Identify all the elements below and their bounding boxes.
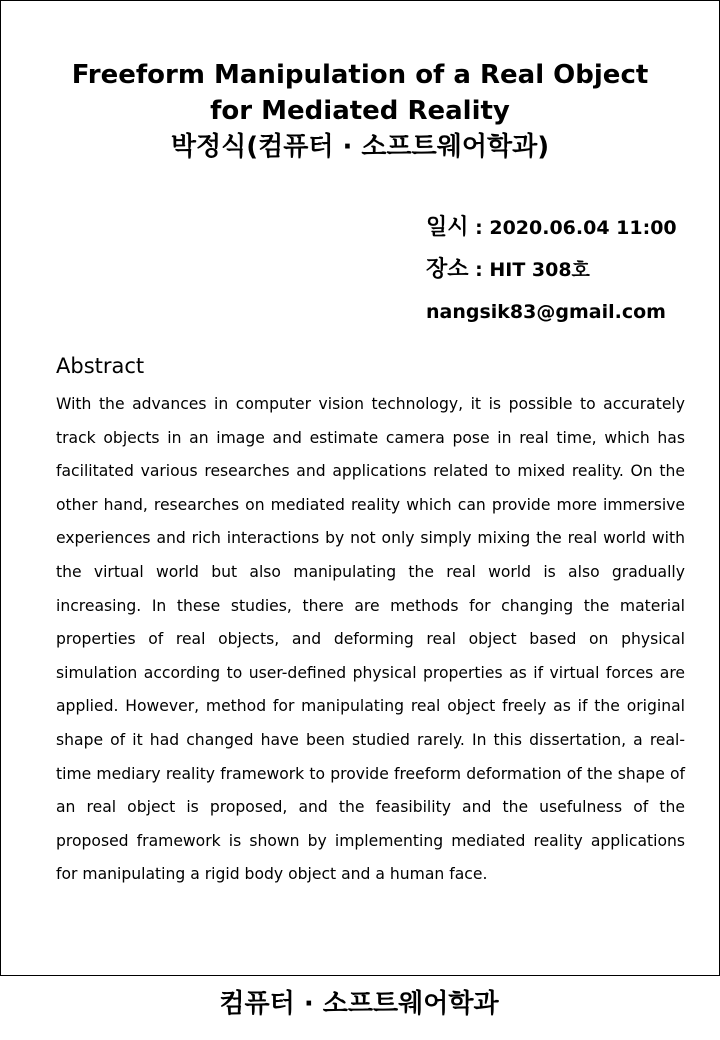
title-line-2: for Mediated Reality <box>210 96 510 126</box>
place-value: : HIT 308호 <box>468 259 590 281</box>
date-label: 일시 <box>426 215 469 240</box>
title-block <box>1 57 719 165</box>
email-row <box>426 291 677 333</box>
title-line-1: Freeform Manipulation of a Real Object <box>71 60 649 90</box>
date-row <box>426 207 677 249</box>
abstract-body: With the advances in computer vision technology, it is possible to accurately track objects in an image and estimate camera pose in real time, which has facilitated various researches and applications related to mixed reality. On the other hand, researches on mediated reality which can provide more immersive experiences and rich interactions by not only simply mixing the real world with the virtual world but also manipulating the real world is also gradually increasing. In these studies, there are methods for changing the material properties of real objects, and deforming real object based on physical simulation according to user-defined physical properties as if virtual forces are applied. However, method for manipulating real object freely as if the original shape of it had changed have been studied rarely. In this dissertation, a real-time mediary reality framework to provide freeform deformation of the shape of an real object is proposed, and the feasibility and the usefulness of the proposed framework is shown by implementing mediated reality applications for manipulating a rigid body object and a human face. <box>56 395 685 884</box>
info-block <box>426 207 677 333</box>
place-row <box>426 249 677 291</box>
footer-department: 컴퓨터 · 소프트웨어학과 <box>219 989 499 1019</box>
abstract-heading: Abstract <box>56 354 145 378</box>
presenter-name: 박정식(컴퓨터 · 소프트웨어학과) <box>170 132 550 162</box>
email-address: nangsik83@gmail.com <box>426 301 666 323</box>
place-label: 장소 <box>426 257 469 282</box>
date-value: : 2020.06.04 11:00 <box>468 217 677 239</box>
